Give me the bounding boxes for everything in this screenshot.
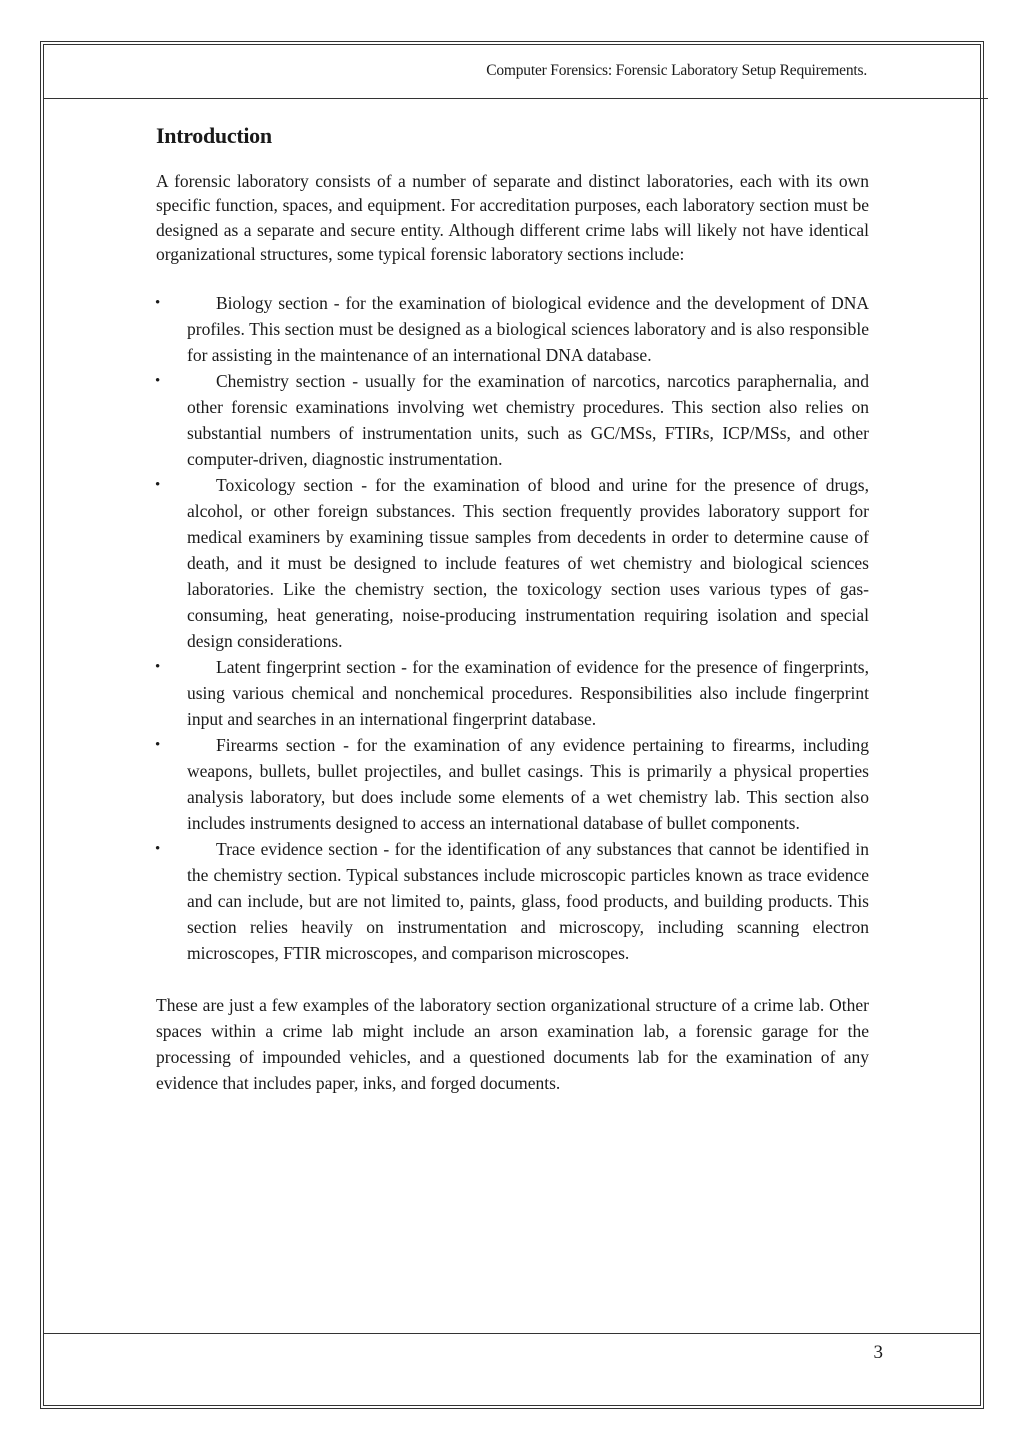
bullet-icon: • (155, 477, 161, 494)
list-item-text: Trace evidence section - for the identification of any substances that cannot be identified in the chemistry section. Typical substances include microscopic particles known as trace evidence and can include, but are not limited to, paints, glass, food products, and building products. This section relies heavily on instrumentation and microscopy, including scanning electron microscopes, FTIR microscopes, and comparison microscopes. (187, 839, 869, 964)
list-item (156, 290, 869, 368)
list-item (156, 836, 869, 966)
page-number: 3 (873, 1342, 883, 1363)
list-item (156, 654, 869, 732)
bullet-icon: • (155, 737, 161, 754)
bullet-icon: • (155, 373, 161, 390)
lab-sections-list (156, 290, 869, 966)
footer-divider (43, 1333, 981, 1334)
list-item-text: Biology section - for the examination of biological evidence and the development of DNA profiles. This section must be designed as a biological sciences laboratory and is also responsible for assisting in the maintenance of an international DNA database. (187, 293, 869, 366)
intro-paragraph: A forensic laboratory consists of a number of separate and distinct laboratories, each with its own specific function, spaces, and equipment. For accreditation purposes, each laboratory section must be designed as a separate and secure entity. Although different crime labs will likely not have identical organizational structures, some typical forensic laboratory sections include: (156, 171, 869, 264)
bullet-icon: • (155, 841, 161, 858)
list-item-text: Latent fingerprint section - for the examination of evidence for the presence of fingerprints, using various chemical and nonchemical procedures. Responsibilities also include fingerprint input and searches in an international fingerprint database. (187, 657, 869, 730)
bullet-icon: • (155, 659, 161, 676)
list-item-text: Toxicology section - for the examination of blood and urine for the presence of drugs, alcohol, or other foreign substances. This section frequently provides laboratory support for medical examiners by examining tissue samples from decedents in order to determine cause of death, and it must be designed to include features of wet chemistry and biological sciences laboratories. Like the chemistry section, the toxicology section uses various types of gas-consuming, heat generating, noise-producing instrumentation requiring isolation and special design considerations. (187, 475, 869, 652)
list-item-text: Firearms section - for the examination of any evidence pertaining to firearms, including weapons, bullets, bullet projectiles, and bullet casings. This is primarily a physical properties analysis laboratory, but does include some elements of a wet chemistry lab. This section also includes instruments designed to access an international database of bullet components. (187, 735, 869, 834)
header-divider (43, 98, 988, 99)
page-body (156, 120, 869, 1096)
running-header-title: Computer Forensics: Forensic Laboratory Setup Requirements. (486, 62, 867, 79)
list-item (156, 472, 869, 654)
list-item (156, 732, 869, 836)
list-item (156, 368, 869, 472)
list-item-text: Chemistry section - usually for the examination of narcotics, narcotics paraphernalia, and other forensic examinations involving wet chemistry procedures. This section also relies on substantial numbers of instrumentation units, such as GC/MSs, FTIRs, ICP/MSs, and other computer-driven, diagnostic instrumentation. (187, 371, 869, 470)
section-heading: Introduction (156, 123, 272, 148)
bullet-icon: • (155, 295, 161, 312)
closing-paragraph: These are just a few examples of the laboratory section organizational structure of a crime lab. Other spaces within a crime lab might include an arson examination lab, a forensic garage for the processing of impounded vehicles, and a questioned documents lab for the examination of any evidence that includes paper, inks, and forged documents. (156, 995, 869, 1094)
